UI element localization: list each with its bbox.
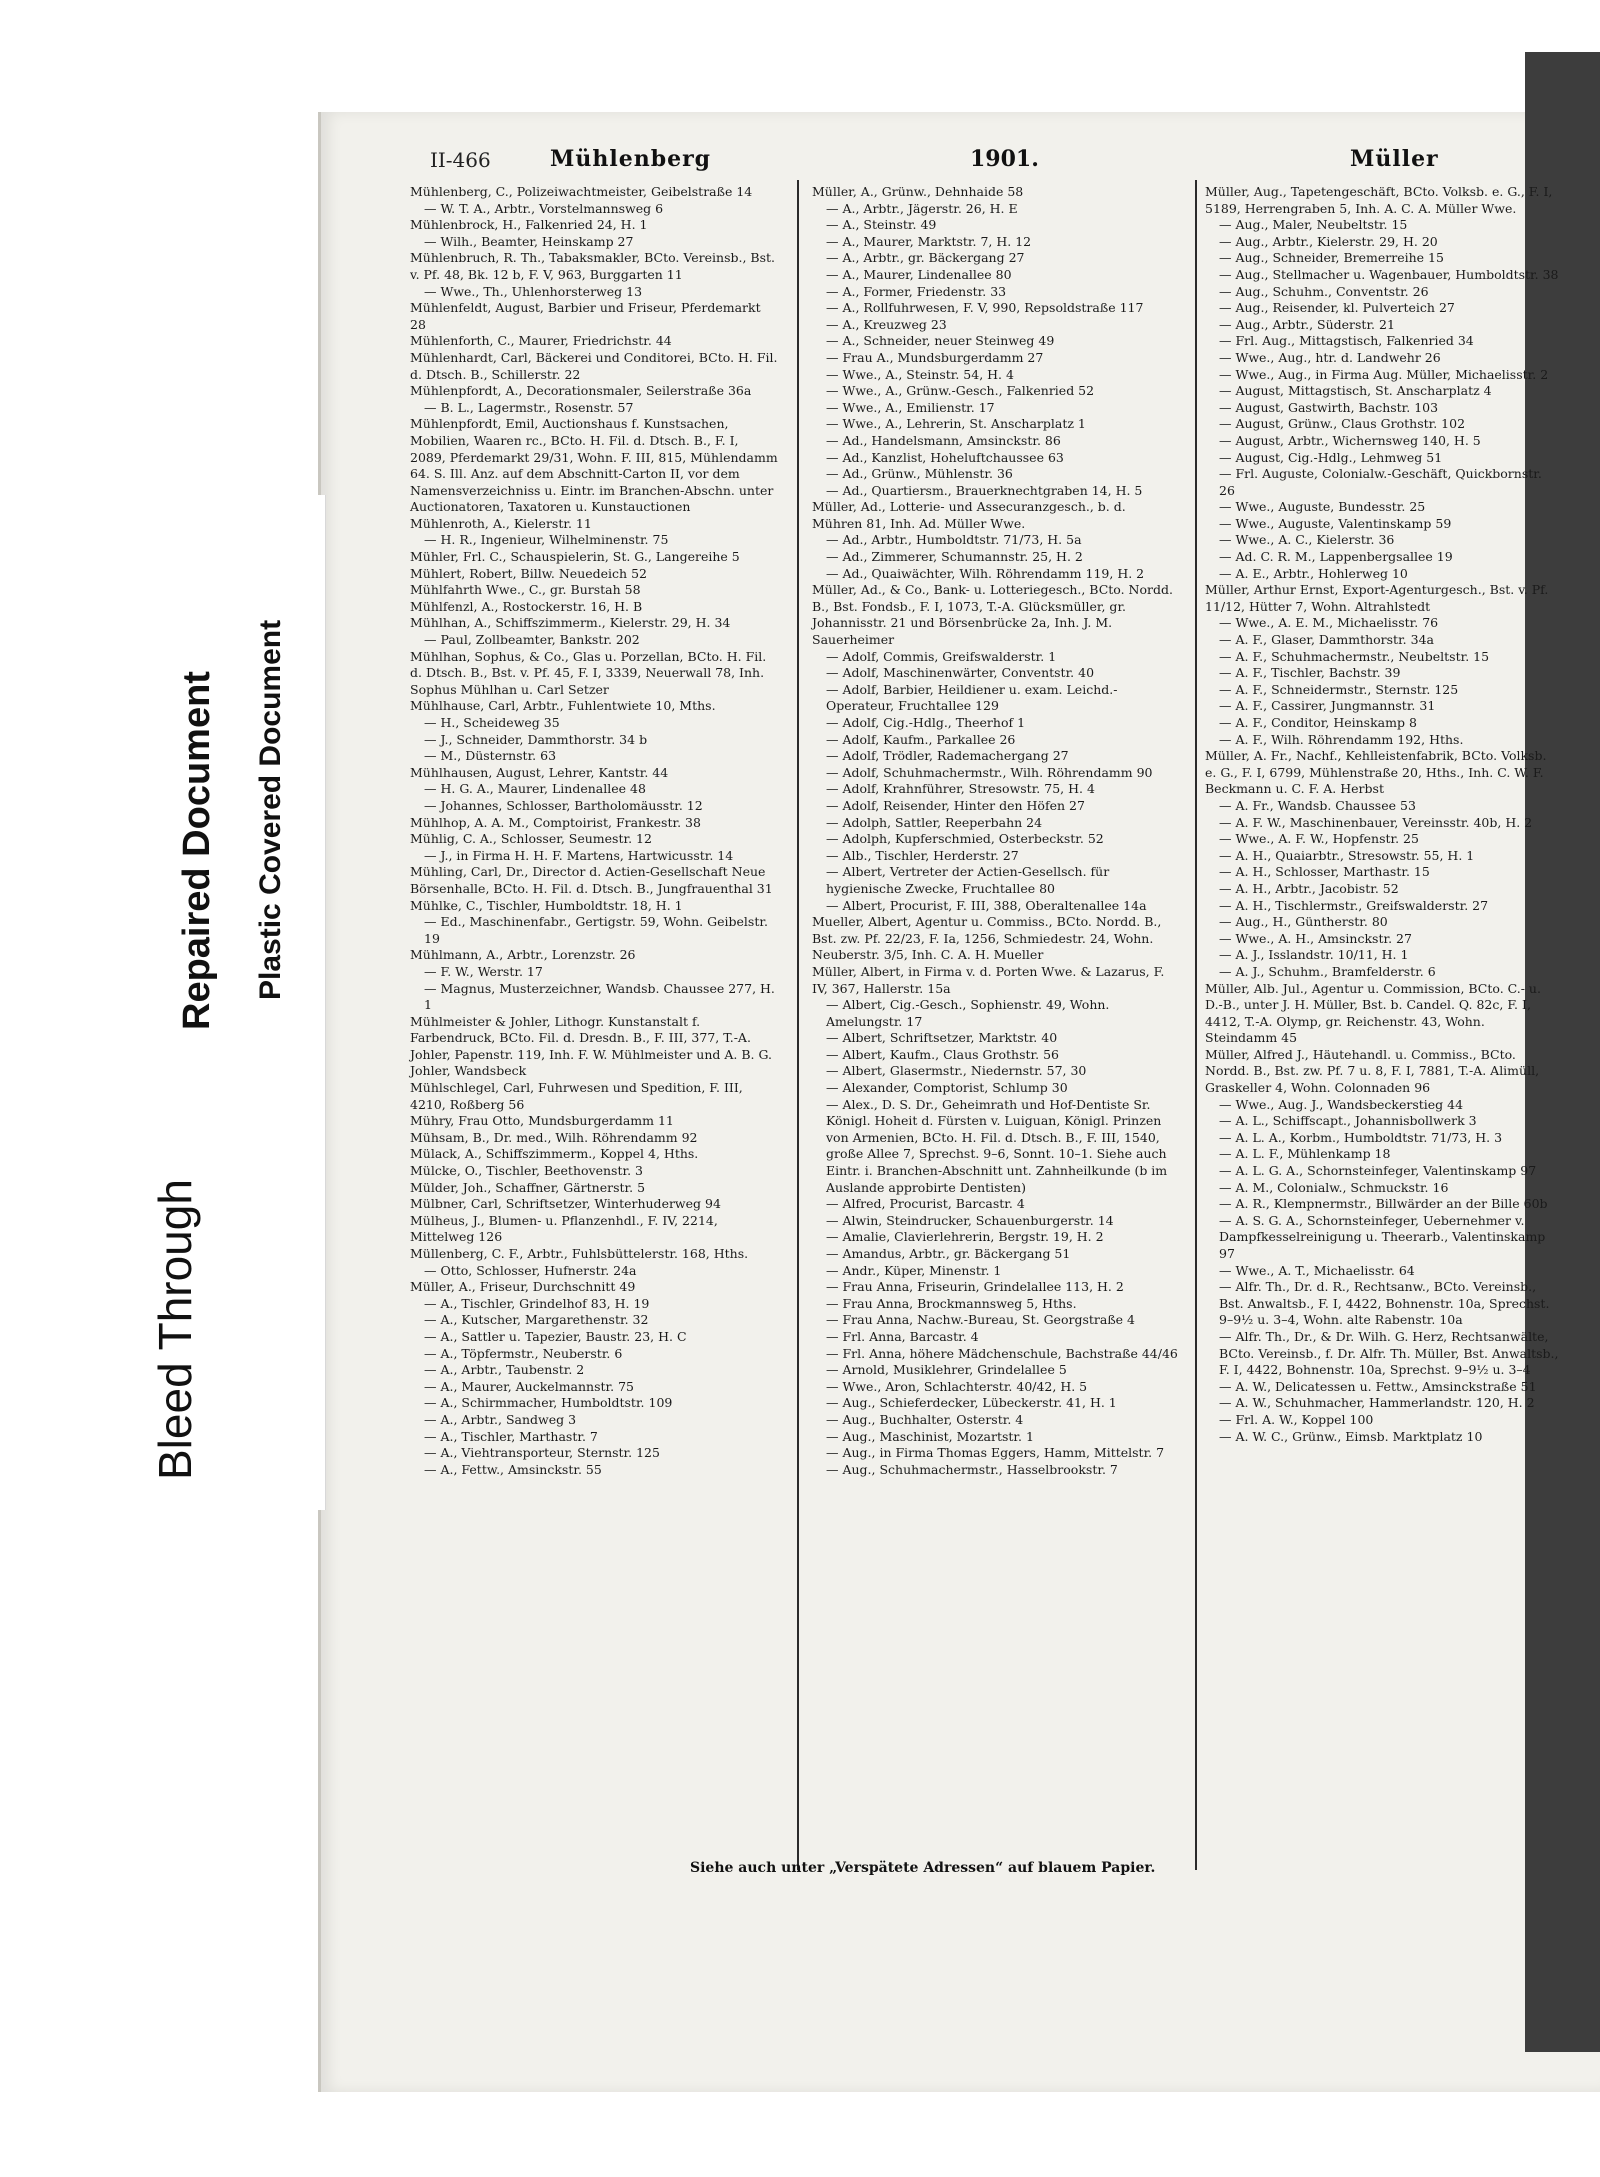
- directory-entry: — Ad., Arbtr., Humboldtstr. 71/73, H. 5a: [826, 532, 1082, 548]
- directory-entry: — J., in Firma H. H. F. Martens, Hartwicusstr. 14: [424, 847, 734, 863]
- directory-entry: Mühlenfeldt, August, Barbier und Friseur, Pferdemarkt 28: [410, 300, 761, 332]
- directory-entry: — Aug., Schuhm., Conventstr. 26: [1219, 283, 1429, 299]
- directory-entry: — A. H., Arbtr., Jacobistr. 52: [1219, 880, 1399, 896]
- directory-entry: — Aug., in Firma Thomas Eggers, Hamm, Mittelstr. 7: [826, 1445, 1165, 1461]
- directory-entry: Mühlenpfordt, A., Decorationsmaler, Seilerstraße 36a: [410, 383, 752, 399]
- footer-note: Siehe auch unter „Verspätete Adressen“ auf blauem Papier.: [690, 1860, 1156, 1876]
- directory-entry: — Adolph, Kupferschmied, Osterbeckstr. 52: [826, 831, 1104, 847]
- directory-entry: — A., Schirmmacher, Humboldtstr. 109: [424, 1395, 673, 1411]
- directory-entry: — Albert, Kaufm., Claus Grothstr. 56: [826, 1046, 1059, 1062]
- column-rule-1: [797, 180, 799, 1870]
- directory-entry: Müller, Ad., Lotterie- und Assecuranzgesch., b. d. Mühren 81, Inh. Ad. Müller Wwe.: [812, 499, 1126, 531]
- directory-entry: — A. F., Glaser, Dammthorstr. 34a: [1219, 632, 1434, 648]
- directory-entry: — Wwe., A., Emilienstr. 17: [826, 399, 995, 415]
- directory-entry: — Andr., Küper, Minenstr. 1: [826, 1262, 1002, 1278]
- directory-entry: — Wwe., A. C., Kielerstr. 36: [1219, 532, 1395, 548]
- directory-entry: Müllenberg, C. F., Arbtr., Fuhlsbüttelerstr. 168, Hths.: [410, 1246, 749, 1261]
- directory-entry: Mülack, A., Schiffszimmerm., Koppel 4, Hths.: [410, 1146, 699, 1162]
- directory-entry: — A., Steinstr. 49: [826, 217, 937, 233]
- directory-entry: — H., Scheideweg 35: [424, 715, 560, 730]
- directory-entry: — A. L., Schiffscapt., Johannisbollwerk 3: [1219, 1113, 1477, 1129]
- repaired-document-label: Repaired Document: [176, 671, 218, 1030]
- directory-entry: — August, Grünw., Claus Grothstr. 102: [1219, 416, 1466, 432]
- directory-entry: — Aug., Schieferdecker, Lübeckerstr. 41, H. 1: [826, 1395, 1117, 1411]
- directory-entry: — A. S. G. A., Schornsteinfeger, Uebernehmer v. Dampfkesselreinigung u. Theerarb., Valentinskamp 97: [1219, 1212, 1546, 1261]
- directory-entry: — A. F., Conditor, Heinskamp 8: [1219, 715, 1417, 730]
- directory-entry: Mühlfahrth Wwe., C., gr. Burstah 58: [410, 582, 641, 598]
- directory-entry: — A. F., Schneidermstr., Sternstr. 125: [1219, 681, 1459, 697]
- directory-entry: — Aug., H., Güntherstr. 80: [1219, 914, 1388, 930]
- directory-entry: Mühlenberg, C., Polizeiwachtmeister, Geibelstraße 14: [410, 184, 753, 199]
- directory-entry: — A. W. C., Grünw., Eimsb. Marktplatz 10: [1219, 1428, 1483, 1444]
- directory-entry: Mülheus, J., Blumen- u. Pflanzenhdl., F. IV, 2214, Mittelweg 126: [410, 1212, 718, 1245]
- directory-entry: Mühlfenzl, A., Rostockerstr. 16, H. B: [410, 598, 643, 614]
- header-year: 1901.: [970, 146, 1039, 172]
- directory-entry: Mühlhausen, August, Lehrer, Kantstr. 44: [410, 764, 669, 780]
- directory-entry: — Wwe., Auguste, Valentinskamp 59: [1219, 515, 1452, 531]
- directory-entry: — Frau Anna, Brockmannsweg 5, Hths.: [826, 1295, 1077, 1311]
- directory-entry: — A. W., Delicatessen u. Fettw., Amsinckstraße 51: [1219, 1378, 1537, 1394]
- directory-entry: — Wwe., Aug., htr. d. Landwehr 26: [1219, 349, 1441, 365]
- directory-entry: — Wwe., Th., Uhlenhorsterweg 13: [424, 283, 643, 299]
- directory-entry: — Alex., D. S. Dr., Geheimrath und Hof-Dentiste Sr. Königl. Hoheit d. Fürsten v. Luiguan, Königl. Prinzen von Armenien, BCto. H. Fil. d. Dtsch. B., F. III, 1540, große Allee 7, Sprechst. 9–6, Sonnt. 10–1. Siehe auch Eintr. i. Branchen-Abschnitt unt. Zahnheilkunde (b im Auslande approbirte Dentisten): [826, 1096, 1168, 1195]
- directory-entry: — Wwe., A. E. M., Michaelisstr. 76: [1219, 615, 1439, 631]
- directory-entry: — W. T. A., Arbtr., Vorstelmannsweg 6: [424, 200, 664, 216]
- directory-entry: Mühlig, C. A., Schlosser, Seumestr. 12: [410, 831, 652, 847]
- directory-entry: — Aug., Maler, Neubeltstr. 15: [1219, 217, 1408, 233]
- directory-entry: — A., Sattler u. Tapezier, Baustr. 23, H. C: [424, 1328, 687, 1344]
- directory-column-3: [1205, 184, 1560, 1445]
- directory-entry: Müller, Aug., Tapetengeschäft, BCto. Volksb. e. G., F. I, 5189, Herrengraben 5, Inh. A. C. A. Müller Wwe.: [1205, 184, 1553, 216]
- directory-entry: Mühlenbrock, H., Falkenried 24, H. 1: [410, 217, 648, 233]
- directory-entry: — A. F. W., Maschinenbauer, Vereinsstr. 40b, H. 2: [1219, 814, 1533, 830]
- directory-entry: Müller, A., Friseur, Durchschnitt 49: [410, 1279, 636, 1295]
- directory-entry: — Aug., Arbtr., Kielerstr. 29, H. 20: [1219, 233, 1438, 249]
- directory-entry: — A., Kutscher, Margarethenstr. 32: [424, 1312, 649, 1328]
- directory-entry: — A. M., Colonialw., Schmuckstr. 16: [1219, 1179, 1449, 1195]
- directory-entry: — Ad. C. R. M., Lappenbergsallee 19: [1219, 549, 1453, 565]
- directory-entry: — Alb., Tischler, Herderstr. 27: [826, 847, 1019, 863]
- directory-entry: — A. J., Schuhm., Bramfelderstr. 6: [1219, 963, 1436, 979]
- directory-entry: — Adolf, Trödler, Rademachergang 27: [826, 748, 1069, 764]
- directory-entry: — A. E., Arbtr., Hohlerweg 10: [1219, 565, 1408, 581]
- directory-entry: — Johannes, Schlosser, Bartholomäusstr. 12: [424, 797, 703, 813]
- directory-entry: — J., Schneider, Dammthorstr. 34 b: [424, 731, 648, 747]
- directory-entry: — Frl. Auguste, Colonialw.-Geschäft, Quickbornstr. 26: [1219, 466, 1542, 498]
- directory-entry: — A., Töpfermstr., Neuberstr. 6: [424, 1345, 623, 1361]
- directory-entry: — A., Fettw., Amsinckstr. 55: [424, 1461, 602, 1477]
- directory-entry: — A. L. A., Korbm., Humboldtstr. 71/73, H. 3: [1219, 1129, 1503, 1145]
- directory-entry: — H. G. A., Maurer, Lindenallee 48: [424, 781, 646, 797]
- directory-entry: — Aug., Maschinist, Mozartstr. 1: [826, 1428, 1034, 1444]
- directory-entry: Mühlenhardt, Carl, Bäckerei und Conditorei, BCto. H. Fil. d. Dtsch. B., Schillerstr. 22: [410, 349, 778, 382]
- directory-column-1: [410, 184, 778, 1478]
- directory-entry: — Alfred, Procurist, Barcastr. 4: [826, 1196, 1025, 1212]
- directory-entry: Müller, Alfred J., Häutehandl. u. Commiss., BCto. Nordd. B., Bst. zw. Pf. 7 u. 8, F. I, 7881, T.-A. Alimüll, Graskeller 4, Wohn. Colonnaden 96: [1205, 1046, 1540, 1096]
- directory-entry: — Adolf, Krahnführer, Stresowstr. 75, H. 4: [826, 781, 1095, 797]
- directory-entry: — Wwe., Aron, Schlachterstr. 40/42, H. 5: [826, 1378, 1088, 1394]
- directory-entry: — Ad., Grünw., Mühlenstr. 36: [826, 466, 1013, 482]
- directory-entry: — Albert, Procurist, F. III, 388, Oberaltenallee 14a: [826, 897, 1147, 913]
- directory-entry: — Ed., Maschinenfabr., Gertigstr. 59, Wohn. Geibelstr. 19: [424, 914, 768, 946]
- directory-entry: — Wilh., Beamter, Heinskamp 27: [424, 233, 634, 249]
- directory-entry: Mühlert, Robert, Billw. Neuedeich 52: [410, 565, 647, 581]
- directory-entry: Müller, A., Grünw., Dehnhaide 58: [812, 184, 1024, 199]
- directory-entry: Mühling, Carl, Dr., Director d. Actien-Gesellschaft Neue Börsenhalle, BCto. H. Fil. d. Dtsch. B., Jungfrauenthal 31: [410, 864, 773, 896]
- directory-entry: — Adolf, Barbier, Heildiener u. exam. Leichd.-Operateur, Fruchtallee 129: [826, 681, 1118, 714]
- directory-entry: — Alfr. Th., Dr. d. R., Rechtsanw., BCto. Vereinsb., Bst. Anwaltsb., F. I, 4422, Bohnenstr. 10a, Sprechst. 9–9½ u. 3–4, Wohn. alte Rabenstr. 10a: [1219, 1279, 1550, 1328]
- directory-entry: — Frl. Anna, Barcastr. 4: [826, 1328, 979, 1344]
- directory-entry: — A. L. F., Mühlenkamp 18: [1219, 1146, 1391, 1162]
- directory-entry: — Albert, Cig.-Gesch., Sophienstr. 49, Wohn. Amelungstr. 17: [826, 997, 1110, 1029]
- directory-entry: — A. J., Isslandstr. 10/11, H. 1: [1219, 947, 1409, 963]
- directory-entry: — Amandus, Arbtr., gr. Bäckergang 51: [826, 1246, 1071, 1261]
- directory-entry: — Wwe., A., Grünw.-Gesch., Falkenried 52: [826, 383, 1095, 399]
- directory-entry: Mühlhause, Carl, Arbtr., Fuhlentwiete 10, Mths.: [410, 698, 716, 714]
- directory-entry: Mühlschlegel, Carl, Fuhrwesen und Spedition, F. III, 4210, Roßberg 56: [410, 1080, 743, 1112]
- directory-entry: Mühler, Frl. C., Schauspielerin, St. G., Langereihe 5: [410, 549, 740, 565]
- directory-entry: — Aug., Schuhmachermstr., Hasselbrookstr. 7: [826, 1461, 1118, 1477]
- directory-entry: — A., Tischler, Grindelhof 83, H. 19: [424, 1295, 650, 1311]
- directory-entry: Mühlenbruch, R. Th., Tabaksmakler, BCto. Vereinsb., Bst. v. Pf. 48, Bk. 12 b, F. V, 963, Burggarten 11: [410, 250, 776, 282]
- plastic-covered-label: Plastic Covered Document: [254, 619, 287, 1000]
- directory-column-2: [812, 184, 1180, 1478]
- directory-entry: — Magnus, Musterzeichner, Wandsb. Chaussee 277, H. 1: [424, 980, 775, 1013]
- directory-entry: — Adolf, Reisender, Hinter den Höfen 27: [826, 797, 1085, 813]
- directory-entry: — A. H., Tischlermstr., Greifswalderstr. 27: [1219, 897, 1489, 913]
- directory-entry: — Aug., Stellmacher u. Wagenbauer, Humboldtstr. 38: [1219, 266, 1559, 282]
- directory-entry: — A., Maurer, Marktstr. 7, H. 12: [826, 233, 1032, 249]
- directory-entry: — Wwe., A. F. W., Hopfenstr. 25: [1219, 831, 1419, 847]
- directory-entry: Mülbner, Carl, Schriftsetzer, Winterhuderweg 94: [410, 1196, 721, 1212]
- directory-entry: — Paul, Zollbeamter, Bankstr. 202: [424, 632, 640, 648]
- directory-entry: — A. F., Cassirer, Jungmannstr. 31: [1219, 698, 1436, 714]
- directory-entry: — Frau A., Mundsburgerdamm 27: [826, 349, 1044, 365]
- column-rule-2: [1195, 180, 1197, 1870]
- directory-entry: — August, Cig.-Hdlg., Lehmweg 51: [1219, 449, 1443, 465]
- directory-entry: — Amalie, Clavierlehrerin, Bergstr. 19, H. 2: [826, 1229, 1104, 1245]
- directory-entry: — Frl. Anna, höhere Mädchenschule, Bachstraße 44/46: [826, 1345, 1178, 1361]
- directory-entry: — Ad., Quaiwächter, Wilh. Röhrendamm 119, H. 2: [826, 565, 1145, 581]
- directory-entry: Mülder, Joh., Schaffner, Gärtnerstr. 5: [410, 1179, 646, 1195]
- directory-entry: — A., Arbtr., Taubenstr. 2: [424, 1362, 585, 1378]
- bleed-through-label: Bleed Through: [149, 1179, 201, 1480]
- directory-entry: Mühlhan, A., Schiffszimmerm., Kielerstr. 29, H. 34: [410, 615, 731, 631]
- directory-entry: Müller, Albert, in Firma v. d. Porten Wwe. & Lazarus, F. IV, 367, Hallerstr. 15a: [812, 963, 1165, 996]
- directory-entry: — Albert, Glasermstr., Niedernstr. 57, 30: [826, 1063, 1087, 1079]
- directory-entry: — B. L., Lagermstr., Rosenstr. 57: [424, 399, 634, 415]
- directory-entry: — Aug., Schneider, Bremerreihe 15: [1219, 250, 1444, 266]
- directory-entry: Mühlmann, A., Arbtr., Lorenzstr. 26: [410, 947, 636, 963]
- directory-entry: — Aug., Reisender, kl. Pulverteich 27: [1219, 300, 1455, 316]
- directory-entry: — Alfr. Th., Dr., & Dr. Wilh. G. Herz, Rechtsanwälte, BCto. Vereinsb., f. Dr. Alfr. Th. Müller, Bst. Anwaltsb., F. I, 4422, Bohnenstr. 10a, Sprechst. 9–9½ u. 3–4: [1219, 1328, 1559, 1378]
- directory-entry: — A., Kreuzweg 23: [826, 316, 947, 332]
- directory-entry: — A., Tischler, Marthastr. 7: [424, 1428, 598, 1444]
- directory-entry: — Adolph, Sattler, Reeperbahn 24: [826, 814, 1043, 830]
- page-number: II-466: [430, 148, 491, 172]
- directory-entry: — A. F., Wilh. Röhrendamm 192, Hths.: [1219, 731, 1464, 747]
- directory-entry: — A. L. G. A., Schornsteinfeger, Valentinskamp 97: [1219, 1163, 1537, 1179]
- directory-entry: — Ad., Kanzlist, Hoheluftchaussee 63: [826, 449, 1064, 465]
- directory-entry: Mühlhop, A. A. M., Comptoirist, Frankestr. 38: [410, 814, 701, 830]
- directory-entry: Mühlenforth, C., Maurer, Friedrichstr. 44: [410, 333, 672, 349]
- directory-entry: — Adolf, Maschinenwärter, Conventstr. 40: [826, 665, 1095, 681]
- directory-entry: Mühlmeister & Johler, Lithogr. Kunstanstalt f. Farbendruck, BCto. Fil. d. Dresdn. B., F. III, 377, T.-A. Johler, Papenstr. 119, Inh. F. W. Mühlmeister und A. B. G. Johler, Wandsbeck: [410, 1013, 772, 1079]
- directory-entry: — H. R., Ingenieur, Wilhelminenstr. 75: [424, 532, 669, 548]
- directory-entry: — A., Arbtr., Jägerstr. 26, H. E: [826, 200, 1018, 216]
- directory-entry: — A., Schneider, neuer Steinweg 49: [826, 333, 1055, 349]
- directory-entry: — Wwe., Auguste, Bundesstr. 25: [1219, 499, 1426, 515]
- directory-entry: — A. Fr., Wandsb. Chaussee 53: [1219, 797, 1416, 813]
- directory-entry: — Adolf, Kaufm., Parkallee 26: [826, 731, 1016, 747]
- header-right-title: Müller: [1350, 146, 1439, 172]
- directory-entry: — Ad., Handelsmann, Amsinckstr. 86: [826, 432, 1061, 448]
- directory-entry: — A., Maurer, Lindenallee 80: [826, 266, 1012, 282]
- directory-entry: — Adolf, Schuhmachermstr., Wilh. Röhrendamm 90: [826, 764, 1153, 780]
- directory-entry: — A. H., Quaiarbtr., Stresowstr. 55, H. 1: [1219, 847, 1475, 863]
- directory-entry: — A., Arbtr., Sandweg 3: [424, 1411, 577, 1427]
- directory-entry: — Frau Anna, Friseurin, Grindelallee 113, H. 2: [826, 1279, 1124, 1295]
- directory-entry: — A. H., Schlosser, Marthastr. 15: [1219, 864, 1430, 880]
- directory-entry: — August, Arbtr., Wichernsweg 140, H. 5: [1219, 432, 1481, 448]
- directory-entry: — Aug., Arbtr., Süderstr. 21: [1219, 316, 1395, 332]
- directory-entry: — Frl. Aug., Mittagstisch, Falkenried 34: [1219, 333, 1474, 349]
- directory-entry: — Adolf, Cig.-Hdlg., Theerhof 1: [826, 715, 1026, 730]
- directory-entry: Mühlenroth, A., Kielerstr. 11: [410, 515, 592, 531]
- directory-entry: — Wwe., Aug., in Firma Aug. Müller, Michaelisstr. 2: [1219, 366, 1549, 382]
- directory-entry: Müller, Arthur Ernst, Export-Agenturgesch., Bst. v. Pf. 11/12, Hütter 7, Wohn. Altrahlstedt: [1205, 582, 1549, 614]
- directory-entry: Mühsam, B., Dr. med., Wilh. Röhrendamm 92: [410, 1129, 698, 1145]
- directory-entry: Müller, Alb. Jul., Agentur u. Commission, BCto. C.- u. D.-B., unter J. H. Müller, Bst. b. Candel. Q. 82c, F. I, 4412, T.-A. Olymp, gr. Reichenstr. 43, Wohn. Steindamm 45: [1205, 980, 1541, 1046]
- directory-entry: — Frau Anna, Nachw.-Bureau, St. Georgstraße 4: [826, 1312, 1135, 1328]
- directory-entry: — Albert, Schriftsetzer, Marktstr. 40: [826, 1030, 1058, 1046]
- directory-entry: — A., Rollfuhrwesen, F. V, 990, Repsoldstraße 117: [826, 300, 1144, 316]
- directory-entry: — Ad., Zimmerer, Schumannstr. 25, H. 2: [826, 549, 1083, 565]
- page-header: [430, 148, 1550, 188]
- directory-entry: — Adolf, Commis, Greifswalderstr. 1: [826, 648, 1057, 664]
- directory-entry: — A., Former, Friedenstr. 33: [826, 283, 1007, 299]
- directory-entry: Mühlke, C., Tischler, Humboldtstr. 18, H. 1: [410, 897, 683, 913]
- directory-entry: — A., Viehtransporteur, Sternstr. 125: [424, 1445, 660, 1461]
- directory-entry: Mülcke, O., Tischler, Beethovenstr. 3: [410, 1163, 643, 1179]
- directory-entry: Müller, A. Fr., Nachf., Kehlleistenfabrik, BCto. Volksb. e. G., F. I, 6799, Mühlenstraße 20, Hths., Inh. C. W. F. Beckmann u. C. F. A. Herbst: [1205, 748, 1547, 797]
- directory-entry: — A., Maurer, Auckelmannstr. 75: [424, 1378, 634, 1394]
- directory-entry: — Aug., Buchhalter, Osterstr. 4: [826, 1411, 1024, 1427]
- directory-entry: — Wwe., A., Steinstr. 54, H. 4: [826, 366, 1014, 382]
- directory-entry: — A., Arbtr., gr. Bäckergang 27: [826, 250, 1025, 266]
- directory-entry: — Frl. A. W., Koppel 100: [1219, 1411, 1374, 1427]
- directory-entry: — August, Gastwirth, Bachstr. 103: [1219, 399, 1439, 415]
- directory-entry: — August, Mittagstisch, St. Anscharplatz 4: [1219, 383, 1492, 399]
- directory-entry: — F. W., Werstr. 17: [424, 963, 543, 979]
- directory-entry: — Wwe., A. T., Michaelisstr. 64: [1219, 1262, 1415, 1278]
- directory-entry: — Arnold, Musiklehrer, Grindelallee 5: [826, 1362, 1067, 1378]
- directory-entry: — Wwe., A. H., Amsinckstr. 27: [1219, 930, 1412, 946]
- directory-entry: — A. F., Tischler, Bachstr. 39: [1219, 665, 1401, 681]
- directory-entry: Mueller, Albert, Agentur u. Commiss., BCto. Nordd. B., Bst. zw. Pf. 22/23, F. Ia, 1256, Schmiedestr. 24, Wohn. Neuberstr. 3/5, Inh. C. A. H. Mueller: [812, 914, 1162, 963]
- directory-entry: — Wwe., A., Lehrerin, St. Anscharplatz 1: [826, 416, 1086, 432]
- directory-entry: — A. R., Klempnermstr., Billwärder an der Bille 60b: [1219, 1196, 1548, 1212]
- directory-entry: — Wwe., Aug. J., Wandsbeckerstieg 44: [1219, 1096, 1464, 1112]
- directory-entry: — A. F., Schuhmachermstr., Neubeltstr. 15: [1219, 648, 1490, 664]
- directory-entry: — M., Düsternstr. 63: [424, 748, 557, 764]
- directory-entry: Mühlenpfordt, Emil, Auctionshaus f. Kunstsachen, Mobilien, Waaren rc., BCto. H. Fil. d. Dtsch. B., F. I, 2089, Pferdemarkt 29/31, Wohn. F. III, 815, Mühlendamm 64. S. Ill. Anz. auf dem Abschnitt-Carton II, vor dem Namensverzeichniss u. Eintr. im Branchen-Abschn. unter Auctionatoren, Taxatoren u. Kunstauctionen: [410, 416, 778, 515]
- header-left-title: Mühlenberg: [550, 146, 712, 172]
- directory-entry: Mühlhan, Sophus, & Co., Glas u. Porzellan, BCto. H. Fil. d. Dtsch. B., Bst. v. Pf. 45, F. I, 3339, Neuerwall 78, Inh. Sophus Mühlhan u. Carl Setzer: [410, 648, 767, 697]
- directory-entry: Mühry, Frau Otto, Mundsburgerdamm 11: [410, 1113, 674, 1129]
- directory-entry: — Albert, Vertreter der Actien-Gesellsch. für hygienische Zwecke, Fruchtallee 80: [826, 864, 1110, 896]
- directory-entry: — A. W., Schuhmacher, Hammerlandstr. 120, H. 2: [1219, 1395, 1535, 1411]
- directory-entry: — Alexander, Comptorist, Schlump 30: [826, 1080, 1068, 1096]
- directory-entry: — Otto, Schlosser, Hufnerstr. 24a: [424, 1262, 637, 1278]
- directory-entry: — Ad., Quartiersm., Brauerknechtgraben 14, H. 5: [826, 482, 1143, 498]
- scan-background: [0, 0, 1600, 48]
- directory-entry: — Alwin, Steindrucker, Schauenburgerstr. 14: [826, 1212, 1114, 1228]
- directory-entry: Müller, Ad., & Co., Bank- u. Lotteriegesch., BCto. Nordd. B., Bst. Fondsb., F. I, 1073, T.-A. Glücksmüller, gr. Johannisstr. 21 und Börsenbrücke 2a, Inh. J. M. Sauerheimer: [812, 582, 1173, 648]
